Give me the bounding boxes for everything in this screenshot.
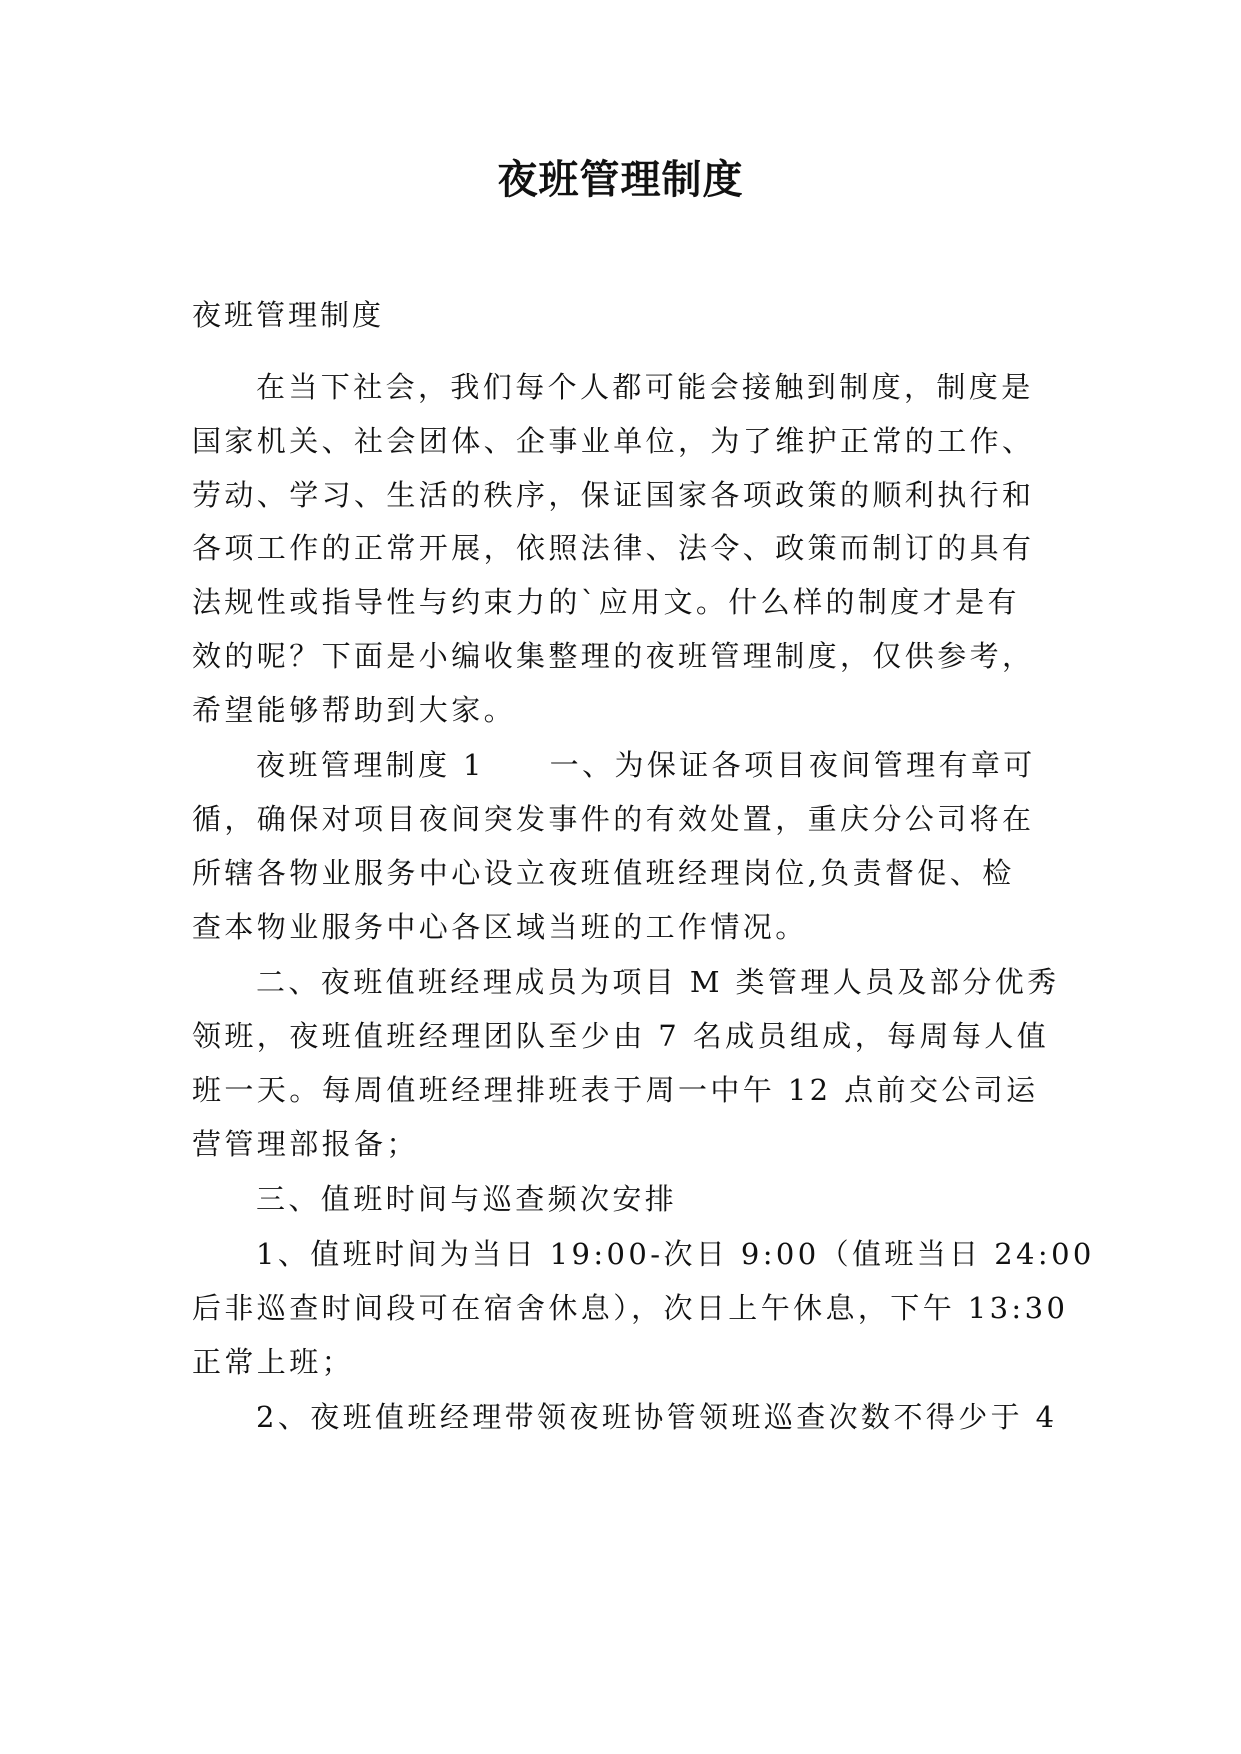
paragraph-line: 希望能够帮助到大家。 bbox=[192, 693, 517, 727]
paragraph-line: 效的呢？下面是小编收集整理的夜班管理制度，仅供参考， bbox=[192, 639, 1035, 673]
paragraph-line: 夜班管理制度 1 一、为保证各项目夜间管理有章可 bbox=[256, 748, 1036, 782]
paragraph-line: 各项工作的正常开展，依照法律、法令、政策而制订的具有 bbox=[192, 531, 1035, 565]
paragraph-line: 劳动、学习、生活的秩序，保证国家各项政策的顺利执行和 bbox=[192, 478, 1035, 512]
paragraph-line: 所辖各物业服务中心设立夜班值班经理岗位,负责督促、检 bbox=[192, 856, 1015, 890]
paragraph-line: 领班，夜班值班经理团队至少由 7 名成员组成，每周每人值 bbox=[192, 1019, 1050, 1053]
document-title: 夜班管理制度 bbox=[497, 157, 744, 203]
paragraph-line: 正常上班； bbox=[192, 1345, 355, 1379]
paragraph-line: 三、值班时间与巡查频次安排 bbox=[256, 1182, 678, 1216]
paragraph-line: 查本物业服务中心各区域当班的工作情况。 bbox=[192, 910, 808, 944]
paragraph-line: 循，确保对项目夜间突发事件的有效处置，重庆分公司将在 bbox=[192, 802, 1035, 836]
paragraph-line: 营管理部报备； bbox=[192, 1127, 419, 1161]
paragraph-line: 班一天。每周值班经理排班表于周一中午 12 点前交公司运 bbox=[192, 1073, 1039, 1107]
paragraph-line: 2、夜班值班经理带领夜班协管领班巡查次数不得少于 4 bbox=[256, 1400, 1058, 1434]
paragraph-line: 在当下社会，我们每个人都可能会接触到制度，制度是 bbox=[256, 370, 1034, 404]
document-subtitle: 夜班管理制度 bbox=[192, 298, 385, 332]
paragraph-line: 后非巡查时间段可在宿舍休息），次日上午休息，下午 13:30 bbox=[192, 1291, 1069, 1325]
paragraph-line: 1、值班时间为当日 19:00-次日 9:00（值班当日 24:00 bbox=[256, 1237, 1095, 1271]
paragraph-line: 法规性或指导性与约束力的`应用文。什么样的制度才是有 bbox=[192, 585, 1020, 619]
paragraph-line: 国家机关、社会团体、企事业单位，为了维护正常的工作、 bbox=[192, 424, 1035, 458]
paragraph-line: 二、夜班值班经理成员为项目 M 类管理人员及部分优秀 bbox=[256, 965, 1060, 999]
